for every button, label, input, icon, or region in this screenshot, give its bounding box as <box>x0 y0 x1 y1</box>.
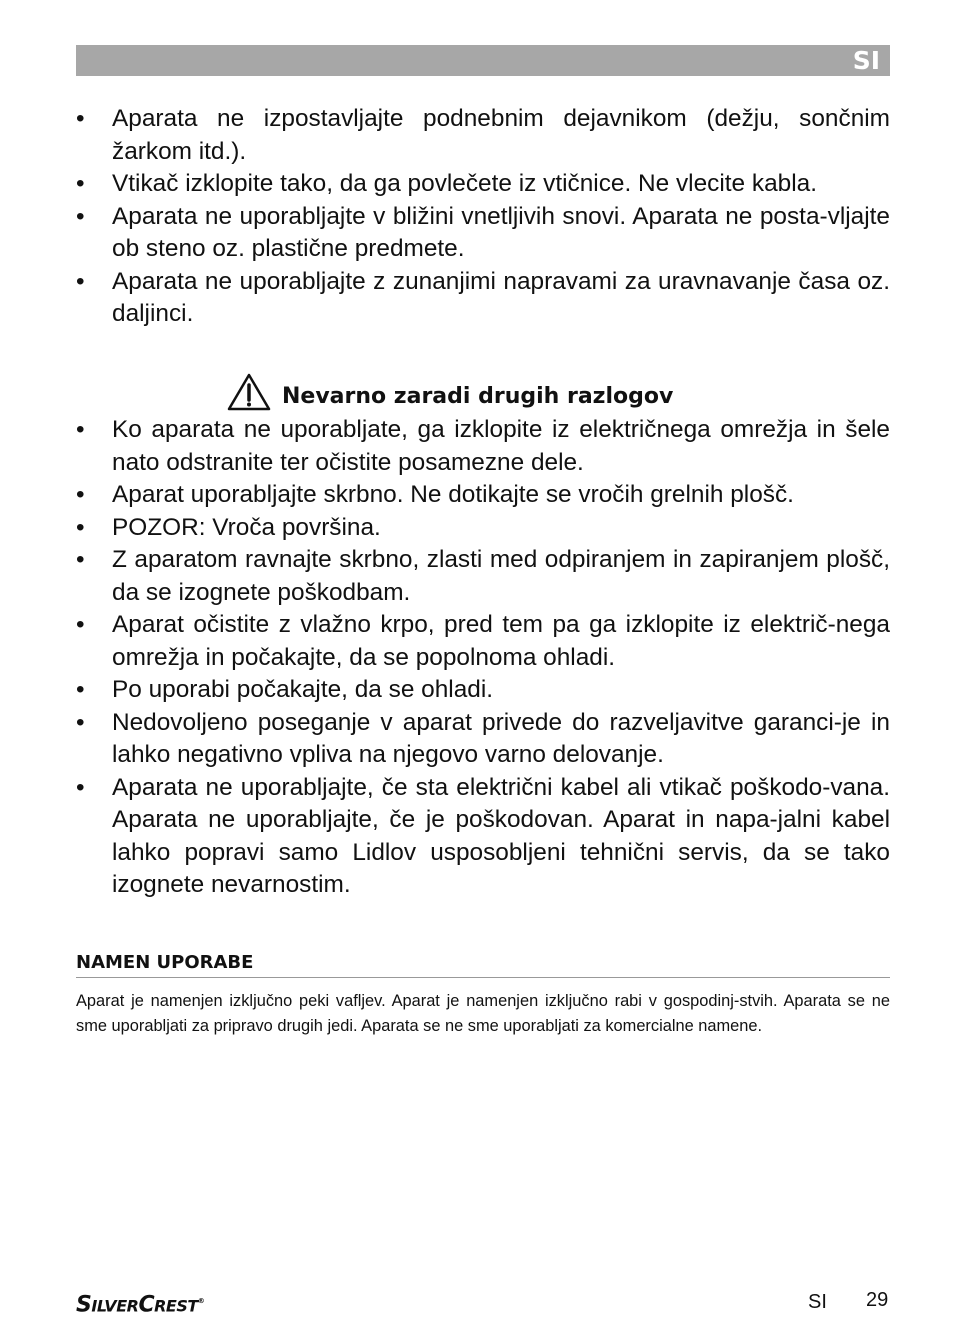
warning-heading <box>226 366 673 412</box>
list-item: • POZOR: Vroča površina. <box>76 512 890 545</box>
safety-list-1 <box>76 103 890 331</box>
list-item: • Aparata ne uporabljajte, če sta električni kabel ali vtikač poškodo-vana. Aparata ne uporabljajte, če je poškodovan. Aparat in napa-jalni kabel lahko popravi samo Lidlov usposobljeni tehnični servis, da se tako izognete nevarnostim. <box>76 772 890 902</box>
brand-logo: SILVERCREST® <box>76 1292 205 1318</box>
footer-language: SI <box>808 1291 827 1313</box>
list-item: • Ko aparata ne uporabljate, ga izklopite iz električnega omrežja in šele nato odstranite ter očistite posamezne dele. <box>76 414 890 479</box>
page-number: 29 <box>866 1289 889 1311</box>
list-item: • Po uporabi počakajte, da se ohladi. <box>76 674 890 707</box>
list-item: • Z aparatom ravnajte skrbno, zlasti med odpiranjem in zapiranjem plošč, da se izognete poškodbam. <box>76 544 890 609</box>
section-title: NAMEN UPORABE <box>76 951 890 978</box>
warning-title: Nevarno zaradi drugih razlogov <box>282 384 674 409</box>
section-body: Aparat je namenjen izključno peki vafljev. Aparat je namenjen izključno rabi v gospodinj-stvih. Aparata se ne sme uporabljati za pripravo drugih jedi. Aparata se ne sme uporabljati za komercialne namene. <box>76 992 890 1035</box>
header-bar <box>76 45 890 76</box>
list-item: • Aparata ne izpostavljajte podnebnim dejavnikom (dežju, sončnim žarkom itd.). <box>76 103 890 168</box>
language-tag: SI <box>852 46 880 75</box>
list-item: • Aparat očistite z vlažno krpo, pred tem pa ga izklopite iz električ-nega omrežja in počakajte, da se popolnoma ohladi. <box>76 609 890 674</box>
list-item: • Vtikač izklopite tako, da ga povlečete iz vtičnice. Ne vlecite kabla. <box>76 168 890 201</box>
list-item: • Nedovoljeno poseganje v aparat privede do razveljavitve garanci-je in lahko negativno vpliva na njegovo varno delovanje. <box>76 707 890 772</box>
list-item: • Aparat uporabljajte skrbno. Ne dotikajte se vročih grelnih plošč. <box>76 479 890 512</box>
list-item: • Aparata ne uporabljajte v bližini vnetljivih snovi. Aparata ne posta-vljajte ob steno oz. plastične predmete. <box>76 201 890 266</box>
safety-list-2 <box>76 414 890 902</box>
warning-triangle-icon <box>226 372 272 412</box>
list-item: • Aparata ne uporabljajte z zunanjimi napravami za uravnavanje časa oz. daljinci. <box>76 266 890 331</box>
